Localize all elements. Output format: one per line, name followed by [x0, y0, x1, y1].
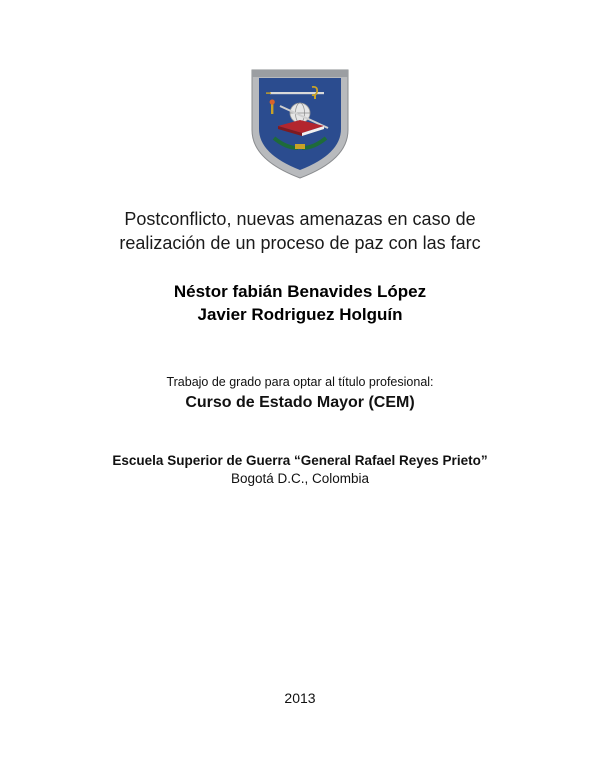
degree-name: Curso de Estado Mayor (CEM): [185, 394, 415, 411]
thesis-title: [0, 207, 600, 255]
authors: [0, 280, 600, 326]
degree-intro: Trabajo de grado para optar al título profesional:: [166, 375, 434, 389]
author-name: Néstor fabián Benavides López: [173, 282, 427, 301]
military-school-crest-icon: [250, 68, 350, 180]
author-name: Javier Rodriguez Holguín: [197, 305, 403, 324]
institution-location: Bogotá D.C., Colombia: [230, 471, 370, 486]
thesis-title-line-1: Postconflicto, nuevas amenazas en caso de: [124, 209, 476, 229]
thesis-title-line-2: realización de un proceso de paz con las farc: [119, 233, 481, 253]
institution-name: Escuela Superior de Guerra “General Rafael Reyes Prieto”: [112, 453, 488, 468]
publication-year: 2013: [284, 690, 316, 706]
